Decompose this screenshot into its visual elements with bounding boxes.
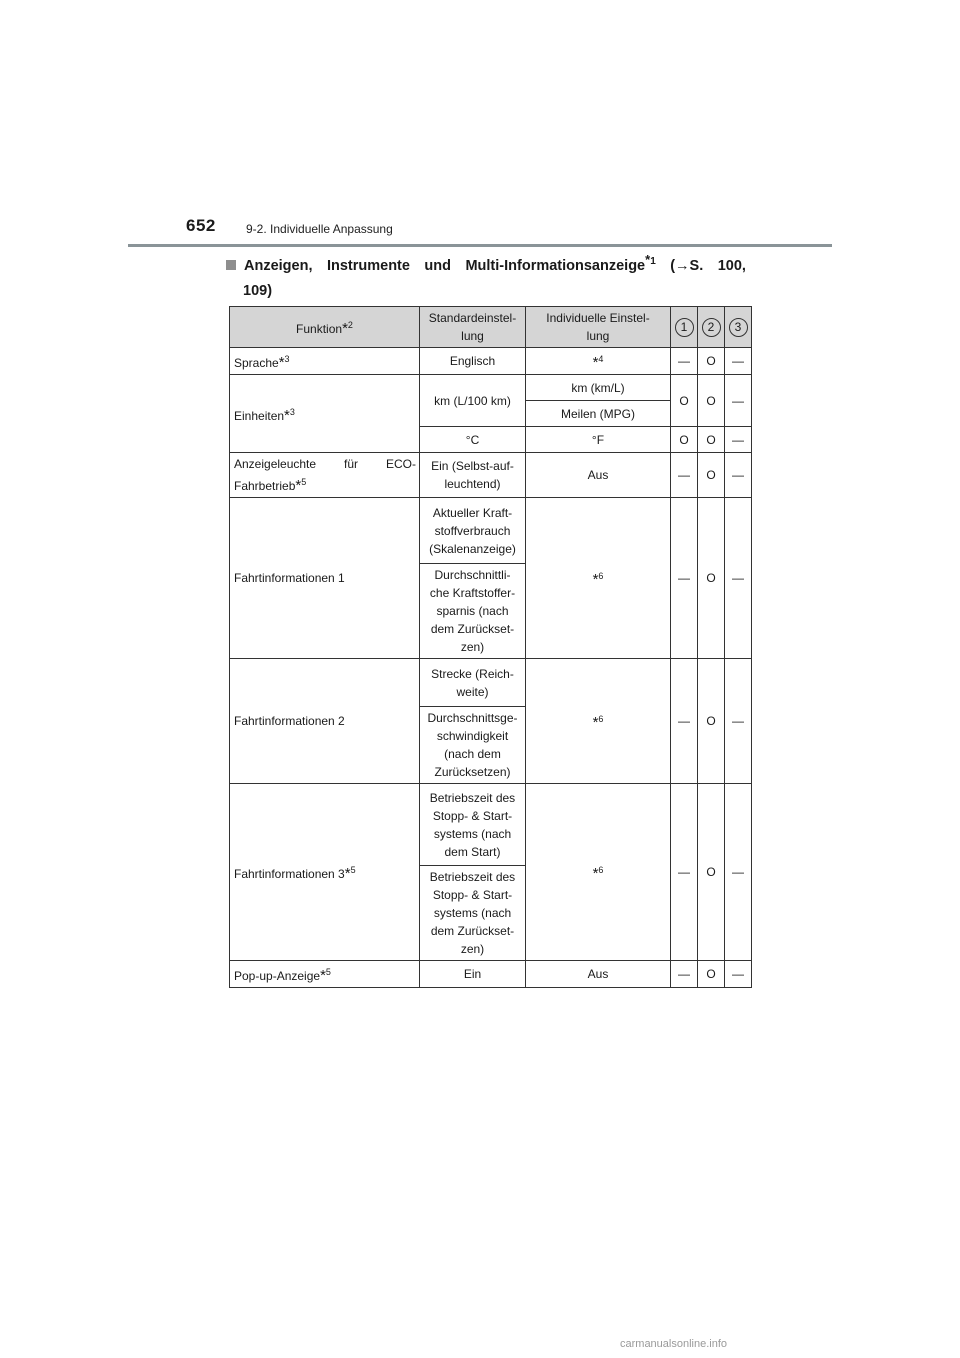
cell-c1: O xyxy=(671,427,698,453)
cell-c2: O xyxy=(698,784,725,961)
cell-default: Englisch xyxy=(420,348,526,375)
cell-function: Fahrtinformationen 2 xyxy=(230,659,420,784)
cell-c2: O xyxy=(698,498,725,659)
cell-function: Einheiten*$^3$ xyxy=(230,375,420,453)
cell-c1: — xyxy=(671,961,698,988)
footnote-marker: *1 xyxy=(645,252,656,268)
header-divider xyxy=(128,244,832,247)
cell-option: Durchschnittsge- schwindigkeit (nach dem Zurücksetzen) xyxy=(420,707,526,784)
cell-c1: O xyxy=(671,375,698,427)
title-word: Multi-Informationsanzeige$^{*1}$ xyxy=(465,252,656,274)
section-title-line-2: 109) xyxy=(243,283,273,299)
cell-custom: *$^4$ xyxy=(526,348,671,375)
header-col-1 xyxy=(671,307,698,348)
cell-option: Aktueller Kraft- stoffverbrauch (Skalenanzeige) xyxy=(420,498,526,564)
settings-table xyxy=(229,306,752,988)
cell-c3: — xyxy=(725,498,752,659)
cell-c3: — xyxy=(725,453,752,498)
section-title xyxy=(226,254,746,304)
cell-c1: — xyxy=(671,784,698,961)
cell-c1: — xyxy=(671,498,698,659)
header-default: Standardeinstel- lung xyxy=(420,307,526,348)
cell-default: Ein (Selbst-auf- leuchtend) xyxy=(420,453,526,498)
page-reference-number: 100, xyxy=(717,258,746,274)
cell-custom: *$^6$ xyxy=(526,498,671,659)
cell-custom: km (km/L) xyxy=(526,375,671,401)
cell-custom: Meilen (MPG) xyxy=(526,401,671,427)
cell-c3: — xyxy=(725,659,752,784)
page-number: 652 xyxy=(186,216,216,235)
cell-c2: O xyxy=(698,375,725,427)
cell-function: Sprache*$^3$ xyxy=(230,348,420,375)
table-row-popup xyxy=(230,961,752,988)
cell-function: Fahrtinformationen 3*$^5$ xyxy=(230,784,420,961)
table-row-eco xyxy=(230,453,752,498)
table-row-sprache xyxy=(230,348,752,375)
cell-option: Betriebszeit des Stopp- & Start- systems (nach dem Zurückset- zen) xyxy=(420,866,526,961)
cell-c1: — xyxy=(671,659,698,784)
table-row-einheiten xyxy=(230,375,752,401)
header-custom: Individuelle Einstel- lung xyxy=(526,307,671,348)
header-col-2 xyxy=(698,307,725,348)
title-bullet-icon: Anzeigen, xyxy=(226,254,312,279)
cell-c2: O xyxy=(698,659,725,784)
section-title-line-1 xyxy=(226,254,746,279)
table-row-fahrt1 xyxy=(230,498,752,564)
cell-c2: O xyxy=(698,348,725,375)
cell-option: Strecke (Reich- weite) xyxy=(420,659,526,707)
cell-c3: — xyxy=(725,375,752,427)
cell-custom: Aus xyxy=(526,453,671,498)
cell-function: Pop-up-Anzeige*$^5$ xyxy=(230,961,420,988)
cell-custom: °F xyxy=(526,427,671,453)
cell-default: km (L/100 km) xyxy=(420,375,526,427)
cell-custom: *$^6$ xyxy=(526,659,671,784)
table-header-row xyxy=(230,307,752,348)
cell-default: °C xyxy=(420,427,526,453)
cell-c1: — xyxy=(671,453,698,498)
circled-2-icon: 2 xyxy=(702,318,721,337)
cell-c2: O xyxy=(698,427,725,453)
chapter-title: 9-2. Individuelle Anpassung xyxy=(246,222,393,236)
header-function: Funktion*$^2$ xyxy=(230,307,420,348)
title-word: Instrumente xyxy=(326,258,410,274)
page-reference: (→S. xyxy=(670,258,704,274)
table-row-fahrt2 xyxy=(230,659,752,707)
square-bullet-icon xyxy=(226,260,236,270)
cell-default: Ein xyxy=(420,961,526,988)
cell-function: Anzeigeleuchte für ECO- Fahrbetrieb*$^5$ xyxy=(230,453,420,498)
cell-c3: — xyxy=(725,348,752,375)
circled-3-icon: 3 xyxy=(729,318,748,337)
cell-option: Betriebszeit des Stopp- & Start- systems (nach dem Start) xyxy=(420,784,526,866)
cell-option: Durchschnittli- che Kraftstoffer- sparnis (nach dem Zurückset- zen) xyxy=(420,564,526,659)
cell-c3: — xyxy=(725,784,752,961)
header-col-3 xyxy=(725,307,752,348)
cell-custom: *$^6$ xyxy=(526,784,671,961)
cell-c2: O xyxy=(698,961,725,988)
watermark: carmanualsonline.info xyxy=(620,1338,728,1350)
cell-c1: — xyxy=(671,348,698,375)
cell-function: Fahrtinformationen 1 xyxy=(230,498,420,659)
cell-c3: — xyxy=(725,961,752,988)
title-word: und xyxy=(424,258,451,274)
cell-custom: Aus xyxy=(526,961,671,988)
cell-c3: — xyxy=(725,427,752,453)
circled-1-icon: 1 xyxy=(675,318,694,337)
cell-c2: O xyxy=(698,453,725,498)
table-row-fahrt3 xyxy=(230,784,752,866)
